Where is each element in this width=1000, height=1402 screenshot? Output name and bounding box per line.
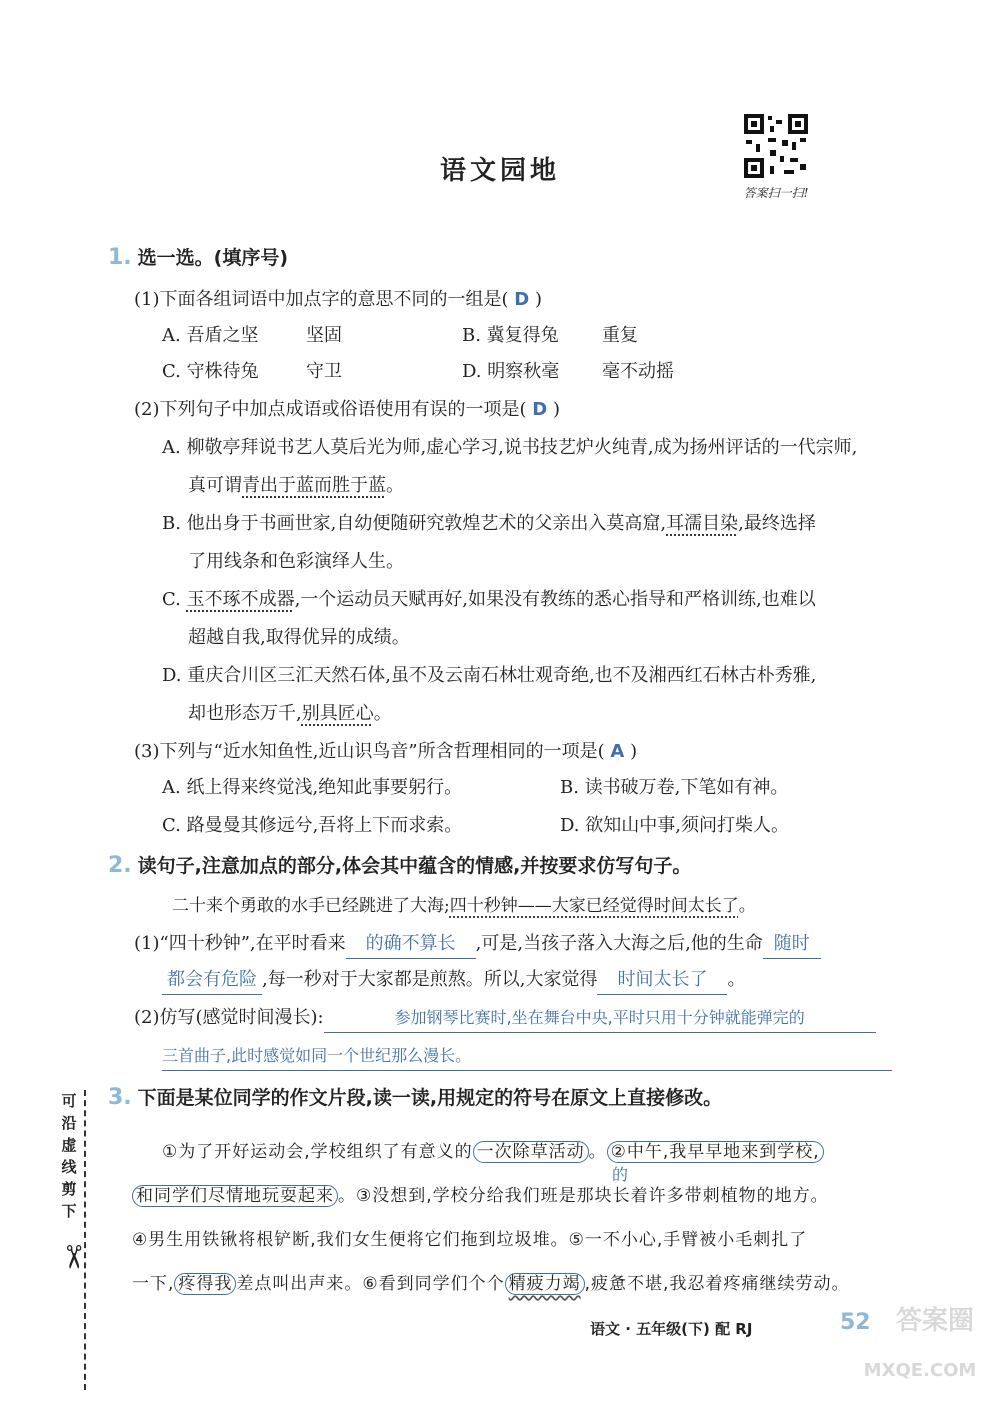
q1-s2-stem: (2)下列句子中加点成语或俗语使用有误的一项是( D )	[134, 399, 560, 420]
q1-s3-option-d: D. 欲知山中事,须问打柴人。	[560, 815, 789, 836]
q1-s2-option-a-cont: 真可谓青出于蓝而胜于蓝。	[188, 475, 404, 496]
q2-answer-blank-1: 的确不算长	[346, 930, 476, 959]
q1-s1-option-c: C. 守株待兔	[162, 361, 259, 382]
q1-s2-option-a: A. 柳敬亭拜说书艺人莫后光为师,虚心学习,说书技艺炉火纯青,成为扬州评话的一代宗师,	[162, 437, 858, 458]
page-number: 52	[840, 1310, 871, 1335]
q1-s3-option-c: C. 路曼曼其修远兮,吾将上下而求索。	[162, 815, 463, 836]
cut-line	[84, 1090, 86, 1390]
q2-answer-blank-2: 随时	[763, 930, 821, 959]
q1-header	[108, 244, 288, 273]
q1-s1-option-d-word: 毫不动摇	[602, 361, 674, 382]
page-title: 语文园地	[439, 156, 560, 186]
q1-s2-option-c: C. 玉不琢不成器,一个运动员天赋再好,如果没有教练的悉心指导和严格训练,也难以	[162, 589, 816, 610]
q3-header: 3. 下面是某位同学的作文片段,读一读,用规定的符号在原文上直接修改。	[108, 1085, 723, 1110]
qr-code	[742, 112, 810, 180]
q1-s3-stem: (3)下列与“近水知鱼性,近山识鸟音”所含哲理相同的一项是( A )	[134, 741, 638, 762]
footer-label: 语文 · 五年级(下) 配 RJ	[590, 1320, 753, 1338]
q1-s2-answer: D	[532, 399, 548, 420]
q2-quote: 二十来个勇敢的水手已经跳进了大海;四十秒钟——大家已经觉得时间太长了。	[172, 896, 756, 916]
scissors-icon: ✂	[54, 1243, 93, 1271]
q1-s2-option-b-cont: 了用线条和色彩演绎人生。	[188, 551, 404, 572]
q2-part1-line1: (1)“四十秒钟”,在平时看来 的确不算长 ,可是,当孩子落入大海之后,他的生命 随时	[134, 930, 821, 959]
q1-s2-option-d-cont: 却也形态万千,别具匠心。	[188, 703, 392, 724]
q1-s1-option-a: A. 吾盾之坚	[162, 325, 259, 346]
q1-number: 1.	[108, 245, 132, 270]
q2-part2-line2: 三首曲子,此时感觉如同一个世纪那么漫长。	[162, 1042, 892, 1071]
q1-s2-option-d: D. 重庆合川区三汇天然石体,虽不及云南石林壮观奇绝,也不及湘西红石林古朴秀雅,	[162, 665, 817, 686]
q2-imitation-answer: 参加钢琴比赛时,坐在舞台中央,平时只用十分钟就能弹完的	[324, 1004, 876, 1033]
q3-essay-line1: ①为了开好运动会,学校组织了有意义的 一次除草活动 。 ②中午,我早早地来到学校,	[162, 1138, 824, 1166]
q2-header: 2. 读句子,注意加点的部分,体会其中蕴含的情感,并按要求仿写句子。	[108, 853, 692, 878]
q2-part2-line1: (2)仿写(感觉时间漫长): 参加钢琴比赛时,坐在舞台中央,平时只用十分钟就能弹完的	[134, 1004, 876, 1033]
watermark-logo: 答案圈	[895, 1306, 974, 1336]
q1-s3-option-a: A. 纸上得来终觉浅,绝知此事要躬行。	[162, 777, 463, 798]
q1-s1-option-b-word: 重复	[602, 325, 638, 346]
q1-s2-option-c-cont: 超越自我,取得优异的成绩。	[188, 627, 410, 648]
cut-label: 可沿虚线剪下	[61, 1092, 77, 1220]
q3-essay-line2: 和同学们尽情地玩耍起来 。③没想到,学校分给我们班是那块长着许多带刺植物的地方。	[132, 1182, 829, 1210]
q1-s1-answer: D	[514, 289, 530, 310]
q1-s3-option-b: B. 读书破万卷,下笔如有神。	[560, 777, 789, 798]
q1-s3-answer: A	[610, 741, 625, 762]
q3-essay-line4: 一下, 疼得我 差点叫出声来。⑥看到同学们个个 精疲力竭 ,疲惫不堪,我忍着疼痛继续劳动。	[132, 1274, 850, 1294]
q1-s1-option-d: D. 明察秋毫	[462, 361, 560, 382]
q1-s1-option-a-word: 坚固	[306, 325, 342, 346]
q1-heading: 选一选。(填序号)	[137, 247, 289, 269]
q1-s1-option-b: B. 冀复得兔	[462, 325, 559, 346]
q3-insert-mark: 的	[612, 1165, 629, 1184]
q2-part1-line2: 都会有危险 ,每一秒对于大家都是煎熬。所以,大家觉得 时间太长了 。	[162, 966, 745, 995]
qr-label: 答案扫一扫!	[743, 186, 809, 200]
q1-s1-stem: (1)下面各组词语中加点字的意思不同的一组是( D )	[134, 289, 542, 310]
q3-essay-line3: ④男生用铁锹将根铲断,我们女生便将它们拖到垃圾堆。⑤一不小心,手臂被小毛刺扎了	[132, 1230, 808, 1250]
q2-answer-blank-3: 时间太长了	[597, 966, 727, 995]
q1-s2-option-b: B. 他出身于书画世家,自幼便随研究敦煌艺术的父亲出入莫高窟,耳濡目染,最终选择	[162, 513, 816, 534]
q1-s1-option-c-word: 守卫	[306, 361, 342, 382]
watermark-url: MXQE.COM	[863, 1360, 977, 1381]
